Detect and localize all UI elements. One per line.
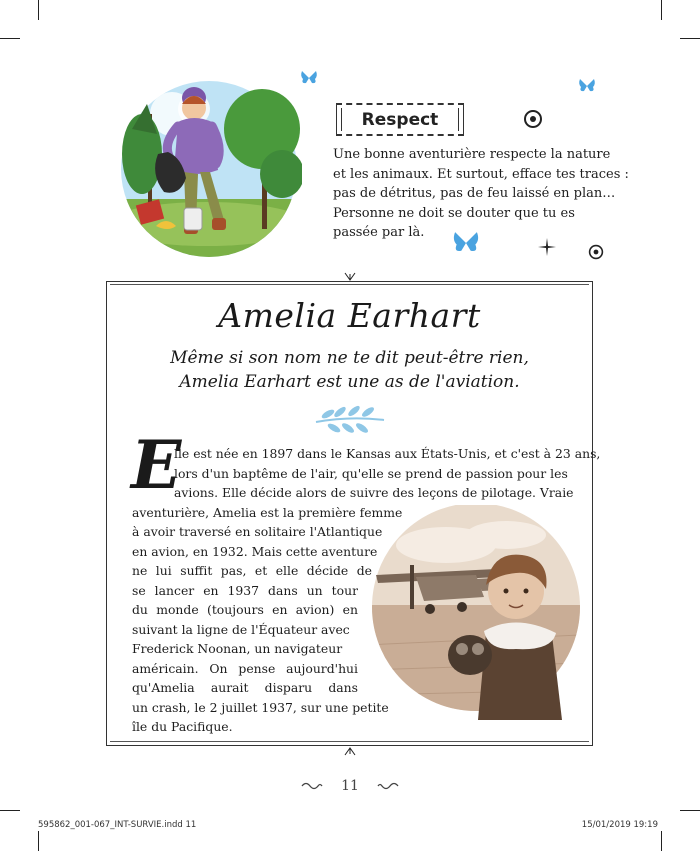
crop-mark	[38, 831, 39, 851]
respect-line: et les animaux. Et surtout, efface tes traces :	[333, 166, 629, 182]
frame-ornament-icon	[342, 272, 358, 281]
aviator-plane-illustration	[366, 505, 580, 720]
body-line: ne lui suffit pas, et elle décide de	[132, 563, 372, 578]
body-line: lors d'un baptême de l'air, qu'elle se prend de passion pour les	[174, 465, 568, 481]
page-ornament-left-icon	[300, 780, 324, 792]
crop-mark	[661, 831, 662, 851]
butterfly-icon	[300, 70, 318, 86]
girl-cleaning-illustration	[112, 74, 302, 260]
page-number: 11	[341, 778, 359, 794]
respect-title: Respect	[361, 110, 439, 130]
target-circle-icon	[588, 244, 604, 260]
crop-mark	[38, 0, 39, 20]
target-circle-icon	[523, 109, 543, 129]
respect-line: pas de détritus, pas de feu laissé en plan…	[333, 186, 616, 201]
body-line: lle est née en 1897 dans le Kansas aux États-Unis, et c'est à 23 ans,	[174, 446, 601, 461]
print-slug-date: 15/01/2019 19:19	[581, 820, 658, 830]
body-line: qu'Amelia aurait disparu dans	[132, 680, 358, 695]
body-line: avions. Elle décide alors de suivre des leçons de pilotage. Vraie	[174, 485, 574, 500]
respect-line: passée par là.	[333, 225, 425, 240]
respect-line: Une bonne aventurière respecte la nature	[333, 147, 611, 162]
body-line: américain. On pense aujourd'hui	[132, 660, 358, 676]
body-line: suivant la ligne de l'Équateur avec	[132, 621, 350, 637]
body-line: aventurière, Amelia est la première femme	[132, 504, 403, 520]
article-title: Amelia Earhart	[218, 296, 481, 335]
body-line: à avoir traversé en solitaire l'Atlantique	[132, 524, 383, 539]
frame-inner-line	[110, 284, 589, 285]
body-line: du monde (toujours en avion) en	[132, 602, 358, 617]
body-line: Frederick Noonan, un navigateur	[132, 641, 343, 656]
print-slug-file: 595862_001-067_INT-SURVIE.indd 11	[38, 820, 197, 830]
leaf-branch-icon	[312, 402, 388, 436]
respect-line: Personne ne doit se douter que tu es	[333, 205, 575, 221]
frame-ornament-icon	[342, 747, 358, 756]
respect-heading-box	[336, 103, 464, 136]
crop-mark	[661, 0, 662, 20]
body-line: un crash, le 2 juillet 1937, sur une petite	[132, 699, 389, 715]
crop-mark	[680, 38, 700, 39]
subtitle-line: Même si son nom ne te dit peut-être rien,	[170, 348, 529, 368]
crop-mark	[0, 810, 20, 811]
page-ornament-right-icon	[376, 780, 400, 792]
crop-mark	[0, 38, 20, 39]
body-line: île du Pacifique.	[132, 719, 233, 734]
body-line: se lancer en 1937 dans un tour	[132, 582, 358, 598]
crop-mark	[680, 810, 700, 811]
frame-inner-line	[110, 741, 589, 742]
respect-paragraph	[333, 145, 629, 243]
subtitle-line: Amelia Earhart est une as de l'aviation.	[179, 372, 520, 392]
drop-cap: E	[131, 426, 182, 504]
butterfly-icon	[578, 78, 596, 94]
body-line: en avion, en 1932. Mais cette aventure	[132, 543, 378, 559]
article-subtitle	[106, 346, 593, 394]
